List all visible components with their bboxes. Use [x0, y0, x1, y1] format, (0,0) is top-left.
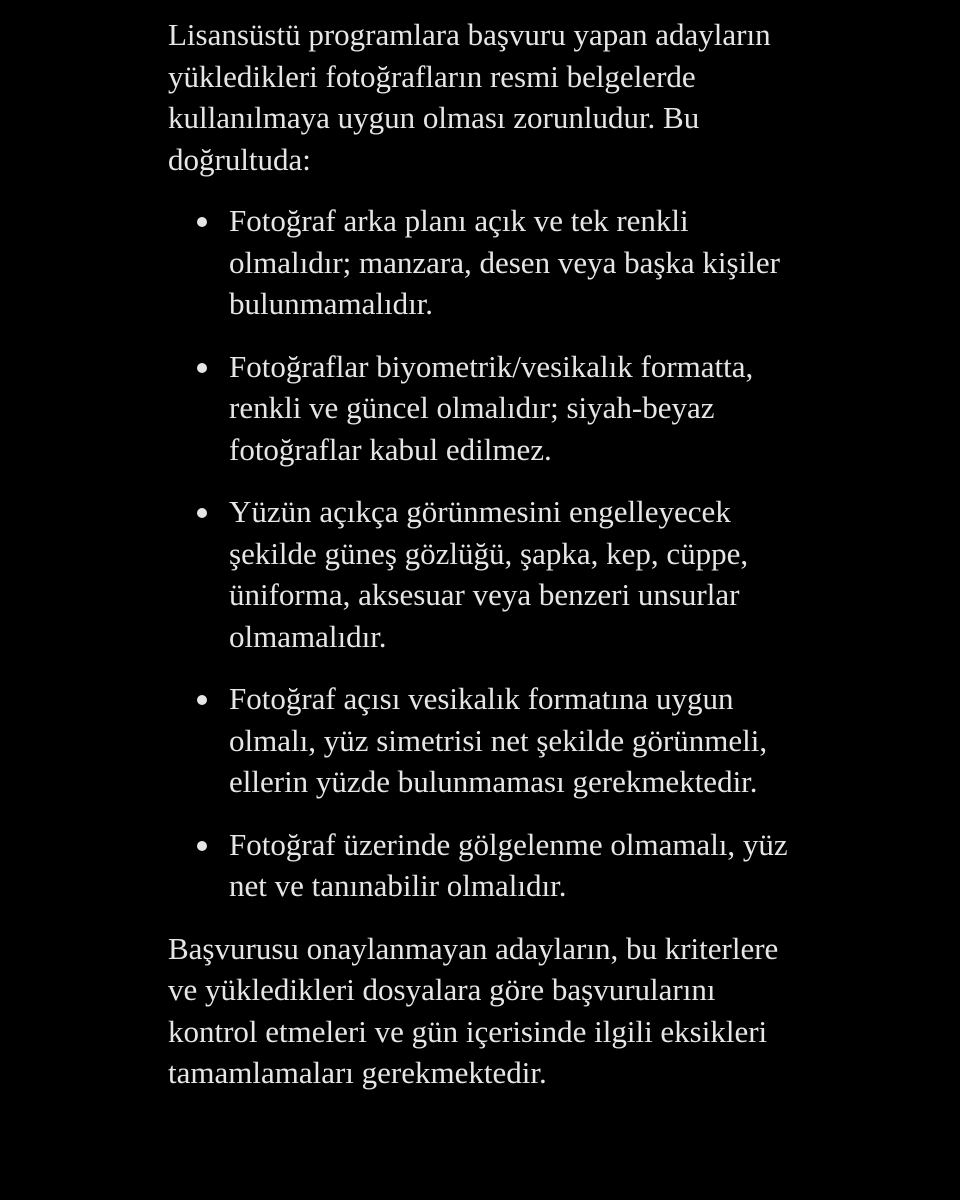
closing-paragraph: Başvurusu onaylanmayan adayların, bu kriterlere ve yükledikleri dosyalara göre başvurularını kontrol etmeleri ve gün içerisinde ilgili eksikleri tamamlamaları gerekmektedir.	[168, 930, 779, 1090]
list-item-text: Fotoğraf arka planı açık ve tek renkli olmalıdır; manzara, desen veya başka kişiler bulunmamalıdır.	[229, 203, 780, 321]
list-item	[168, 824, 808, 907]
bullet-icon	[197, 695, 207, 705]
list-item-text: Yüzün açıkça görünmesini engelleyecek şekilde güneş gözlüğü, şapka, kep, cüppe, üniforma, aksesuar veya benzeri unsurlar olmamalıdır.	[229, 494, 749, 654]
document-body	[168, 14, 808, 1094]
list-item-text: Fotoğraflar biyometrik/vesikalık formatta, renkli ve güncel olmalıdır; siyah-beyaz fotoğraflar kabul edilmez.	[229, 348, 754, 467]
bullet-icon	[197, 508, 207, 518]
list-item	[168, 200, 808, 325]
list-item-text: Fotoğraf açısı vesikalık formatına uygun olmalı, yüz simetrisi net şekilde görünmeli, ellerin yüzde bulunmaması gerekmektedir.	[229, 681, 768, 799]
list-item-text: Fotoğraf üzerinde gölgelenme olmamalı, yüz net ve tanınabilir olmalıdır.	[229, 826, 788, 903]
list-item	[168, 346, 808, 471]
requirements-list	[168, 200, 808, 907]
bullet-icon	[197, 363, 207, 373]
bullet-icon	[197, 841, 207, 851]
list-item	[168, 678, 808, 803]
intro-paragraph: Lisansüstü programlara başvuru yapan adayların yükledikleri fotoğrafların resmi belgelerde kullanılmaya uygun olması zorunludur. Bu doğrultuda:	[168, 17, 771, 177]
list-item	[168, 491, 808, 657]
bullet-icon	[197, 217, 207, 227]
